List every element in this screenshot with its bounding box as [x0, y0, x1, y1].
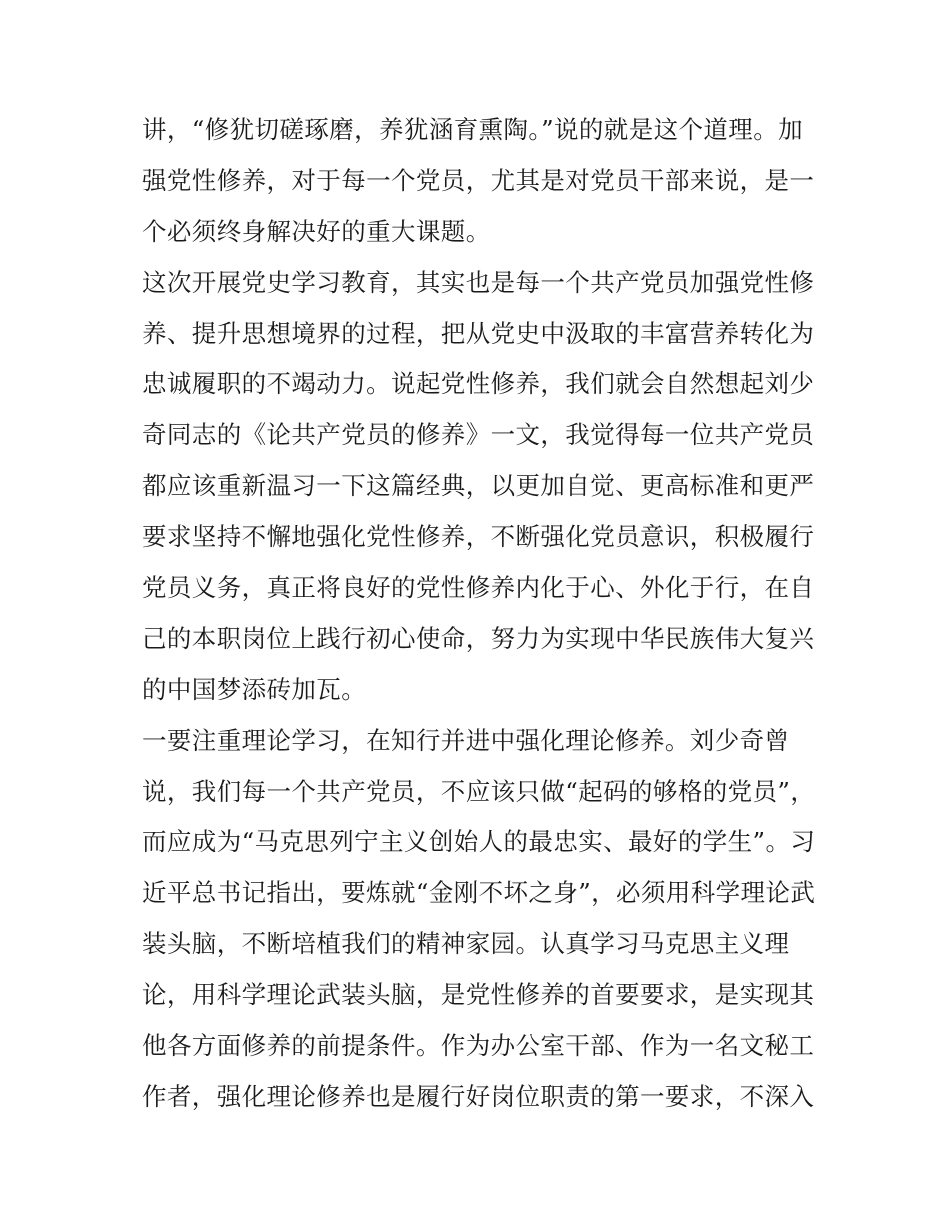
paragraph-2 — [142, 258, 815, 716]
text-line: 个必须终身解决好的重大课题。 — [142, 216, 491, 246]
text-line: 党员义务，真正将良好的党性修养内化于心、外化于行，在自 — [142, 573, 815, 603]
text-line: 养、提升思想境界的过程，把从党史中汲取的丰富营养转化为 — [142, 318, 815, 348]
text-line: 近平总书记指出，要炼就“金刚不坏之身”，必须用科学理论武 — [142, 878, 816, 908]
body-text — [142, 105, 816, 1123]
paragraph-3 — [142, 716, 816, 1123]
text-line: 己的本职岗位上践行初心使命，努力为实现中华民族伟大复兴 — [142, 623, 815, 653]
text-line: 强党性修养，对于每一个党员，尤其是对党员干部来说，是一 — [142, 165, 815, 195]
text-line: 奇同志的《论共产党员的修养》一文，我觉得每一位共产党员 — [142, 420, 815, 450]
text-line: 这次开展党史学习教育，其实也是每一个共产党员加强党性修 — [142, 267, 815, 297]
text-line: 装头脑，不断培植我们的精神家园。认真学习马克思主义理 — [142, 929, 790, 959]
text-line: 一要注重理论学习，在知行并进中强化理论修养。刘少奇曾 — [142, 725, 790, 755]
text-line: 作者，强化理论修养也是履行好岗位职责的第一要求，不深入 — [142, 1081, 815, 1111]
text-line: 都应该重新温习一下这篇经典，以更加自觉、更高标准和更严 — [142, 471, 815, 501]
text-line: 忠诚履职的不竭动力。说起党性修养，我们就会自然想起刘少 — [142, 369, 815, 399]
text-line: 而应成为“马克思列宁主义创始人的最忠实、最好的学生”。习 — [142, 827, 816, 857]
text-line: 说，我们每一个共产党员，不应该只做“起码的够格的党员”， — [142, 776, 816, 806]
paragraph-1 — [142, 105, 815, 258]
text-line: 他各方面修养的前提条件。作为办公室干部、作为一名文秘工 — [142, 1031, 815, 1061]
text-line: 讲，“修犹切磋琢磨，养犹涵育熏陶。”说的就是这个道理。加 — [142, 115, 803, 144]
text-line: 的中国梦添砖加瓦。 — [142, 674, 367, 704]
text-line: 论，用科学理论武装头脑，是党性修养的首要要求，是实现其 — [142, 980, 815, 1010]
text-line: 要求坚持不懈地强化党性修养，不断强化党员意识，积极履行 — [142, 522, 815, 552]
